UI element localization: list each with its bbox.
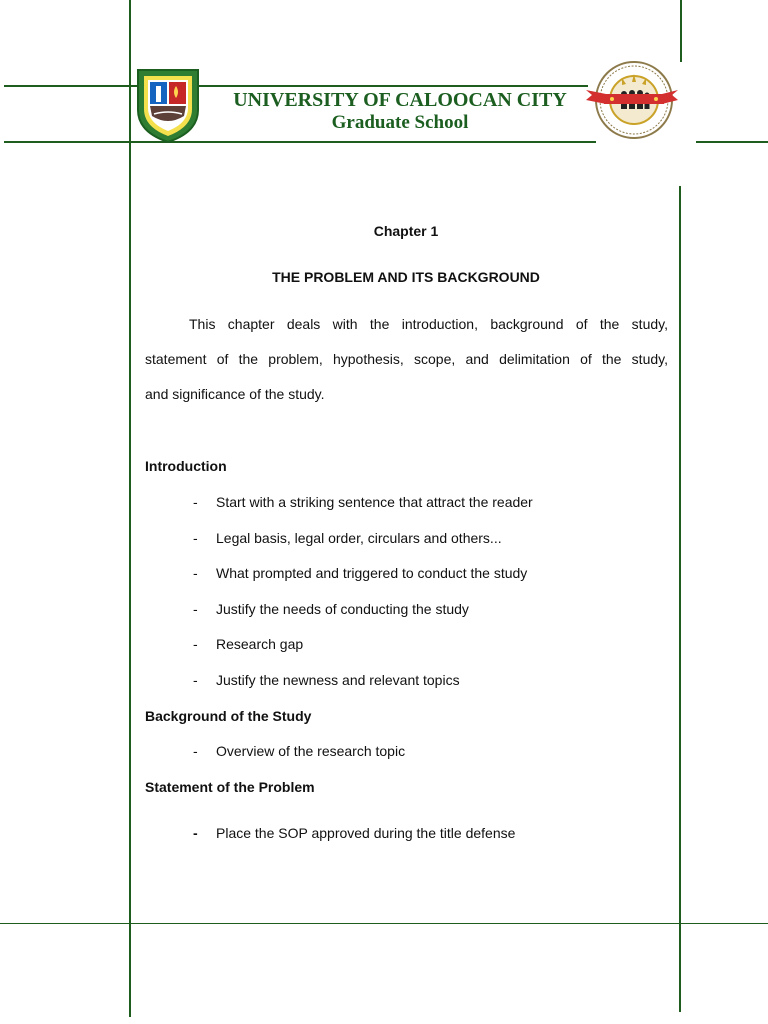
frame-line-left	[129, 0, 131, 1017]
intro-paragraph-line-1: This chapter deals with the introduction, background of the study,	[189, 316, 668, 332]
footer-line	[0, 923, 768, 924]
university-name: UNIVERSITY OF CALOOCAN CITY	[233, 89, 567, 111]
frame-line-right	[679, 186, 681, 1012]
chapter-title: THE PROBLEM AND ITS BACKGROUND	[272, 269, 540, 285]
bullet-mark: -	[193, 530, 198, 546]
chapter-number: Chapter 1	[373, 223, 439, 239]
bullet-mark: -	[193, 672, 198, 688]
school-name: Graduate School	[331, 112, 469, 133]
list-item: Legal basis, legal order, circulars and others...	[216, 530, 502, 546]
intro-paragraph-line-3: and significance of the study.	[145, 386, 325, 402]
list-item: Justify the needs of conducting the study	[216, 601, 469, 617]
list-item: Justify the newness and relevant topics	[216, 672, 460, 688]
list-item: Start with a striking sentence that attract the reader	[216, 494, 533, 510]
intro-paragraph-line-2: statement of the problem, hypothesis, scope, and delimitation of the study,	[145, 351, 668, 367]
university-shield-logo	[134, 66, 202, 144]
bullet-mark: -	[193, 494, 198, 510]
list-item: Research gap	[216, 636, 304, 652]
bullet-mark: -	[193, 743, 198, 759]
bullet-mark: -	[193, 565, 198, 581]
list-item: Place the SOP approved during the title defense	[216, 825, 516, 841]
header-line-top	[4, 85, 588, 87]
header-line-bottom-right	[696, 141, 768, 143]
bullet-mark: -	[193, 825, 198, 841]
header-line-bottom	[4, 141, 596, 143]
frame-line-right-top	[680, 0, 682, 62]
list-item: Overview of the research topic	[216, 743, 406, 759]
graduate-school-seal	[584, 60, 680, 142]
bullet-mark: -	[193, 636, 198, 652]
section-heading-background: Background of the Study	[145, 708, 312, 724]
bullet-mark: -	[193, 601, 198, 617]
list-item: What prompted and triggered to conduct the study	[216, 565, 528, 581]
section-heading-statement: Statement of the Problem	[145, 779, 315, 795]
section-heading-introduction: Introduction	[145, 458, 227, 474]
header-title	[200, 88, 600, 135]
